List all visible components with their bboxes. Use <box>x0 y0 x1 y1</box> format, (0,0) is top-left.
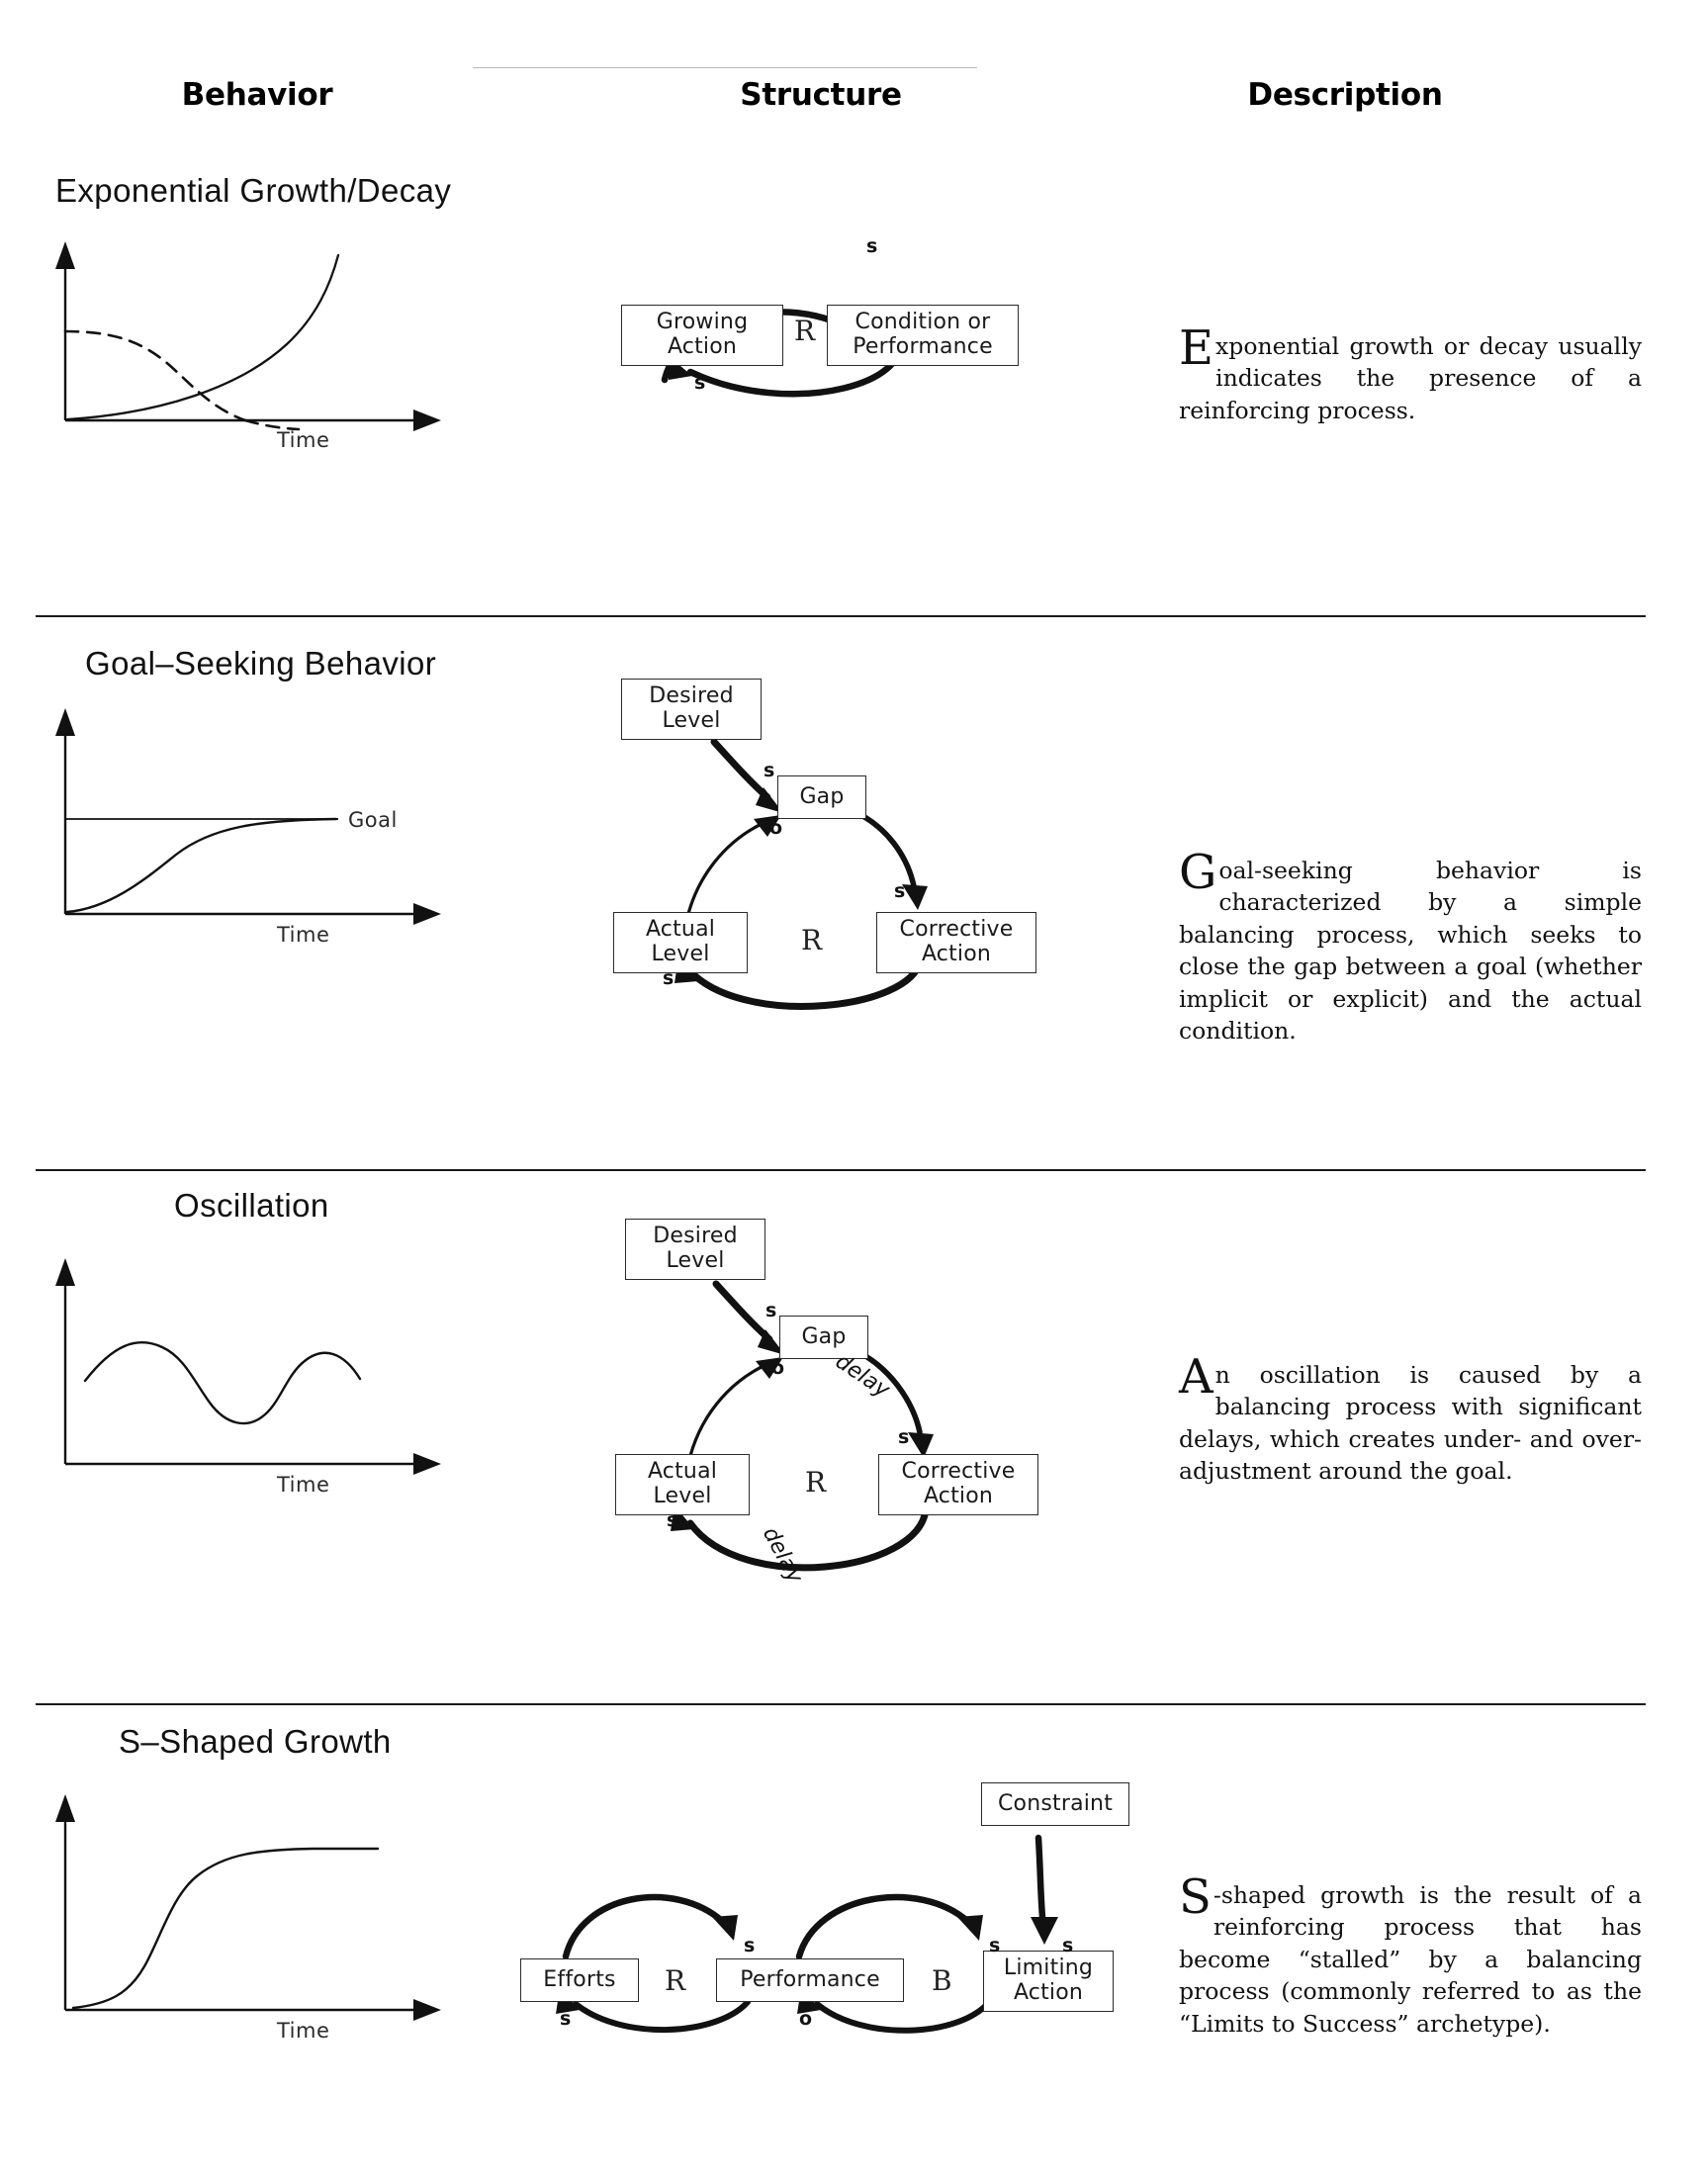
node-corrective-action <box>878 1454 1038 1515</box>
loop-identifier-balancing: B <box>932 1964 952 1997</box>
behavior-graph-s-shaped <box>51 1790 467 2043</box>
row-title-s-shaped: S–Shaped Growth <box>119 1723 392 1760</box>
polarity-label-gap-to-corrective: s <box>898 1426 910 1448</box>
node-gap-label: Gap <box>801 1323 847 1349</box>
loop-identifier-reinforcing: R <box>794 315 816 347</box>
node-constraint-label: Constraint <box>997 1790 1114 1816</box>
polarity-label-performance-to-limiting: s <box>989 1935 1001 1956</box>
node-actual-level <box>615 1454 750 1515</box>
node-actual-level-label: Actual Level <box>645 917 716 966</box>
row-title-exponential: Exponential Growth/Decay <box>55 172 452 209</box>
polarity-label-limiting-to-performance: o <box>799 2008 813 2030</box>
polarity-label-performance-to-efforts: s <box>560 2008 572 2030</box>
node-desired-level <box>625 1219 765 1280</box>
node-gap-label: Gap <box>799 783 845 809</box>
structure-diagram-oscillation <box>623 1224 1038 1588</box>
polarity-label-actual-to-gap: o <box>769 817 783 839</box>
node-corrective-action <box>876 912 1036 973</box>
row-title-oscillation: Oscillation <box>174 1187 329 1224</box>
description-dropcap: G <box>1179 845 1217 900</box>
node-constraint <box>981 1782 1129 1826</box>
node-limiting-action <box>983 1951 1114 2012</box>
delay-label-lower: delay <box>757 1523 808 1588</box>
polarity-label-gap-to-corrective: s <box>894 880 906 902</box>
node-limiting-action-label: Limiting Action <box>1003 1956 1094 2005</box>
structure-diagram-goal-seeking <box>623 682 1038 1009</box>
description-exponential <box>1179 320 1642 426</box>
description-dropcap: E <box>1179 320 1214 376</box>
description-oscillation <box>1179 1349 1642 1488</box>
polarity-label-s-top: s <box>866 235 878 257</box>
header-rule <box>473 67 977 68</box>
x-axis-label: Time <box>277 1473 330 1497</box>
node-gap <box>777 775 866 819</box>
description-goal-seeking <box>1179 845 1642 1047</box>
node-efforts-label: Efforts <box>543 1966 616 1992</box>
x-axis-label: Time <box>277 2019 330 2043</box>
section-divider-3 <box>36 1703 1646 1705</box>
node-growing-action <box>621 305 783 366</box>
node-performance <box>716 1958 904 2002</box>
column-header-behavior: Behavior <box>181 77 333 113</box>
node-actual-level-label: Actual Level <box>647 1459 718 1508</box>
structure-diagram-s-shaped <box>524 1790 1137 2030</box>
polarity-label-constraint-to-limiting: s <box>1062 1935 1074 1956</box>
polarity-label-desired-to-gap: s <box>765 1300 777 1321</box>
column-header-description: Description <box>1247 77 1443 113</box>
node-growing-action-label: Growing Action <box>656 310 749 359</box>
behavior-graph-exponential <box>51 237 447 455</box>
loop-identifier-balancing: R <box>801 924 823 956</box>
polarity-label-corrective-to-actual: s <box>663 967 674 989</box>
description-dropcap: A <box>1179 1349 1214 1405</box>
node-desired-level <box>621 679 762 740</box>
node-efforts <box>520 1958 639 2002</box>
delay-label-upper: delay <box>831 1349 894 1404</box>
section-divider-2 <box>36 1169 1646 1171</box>
section-divider-1 <box>36 615 1646 617</box>
polarity-label-efforts-to-performance: s <box>744 1935 756 1956</box>
description-text: oal-seeking behavior is characterized by a simple balancing process, which seeks to close the gap between a goal (whether implicit or explicit) and the actual condition. <box>1179 857 1642 1046</box>
node-desired-level-label: Desired Level <box>653 1224 738 1273</box>
behavior-graph-oscillation <box>51 1254 467 1497</box>
polarity-label-desired-to-gap: s <box>764 760 775 781</box>
goal-line-label: Goal <box>348 808 398 832</box>
description-text: n oscillation is caused by a balancing process with significant delays, which creates under- and over-adjustment around the goal. <box>1179 1361 1642 1486</box>
description-s-shaped <box>1179 1869 1642 2040</box>
node-corrective-action-label: Corrective Action <box>901 1459 1016 1508</box>
row-title-goal-seeking: Goal–Seeking Behavior <box>85 645 437 682</box>
node-condition-performance-label: Condition or Performance <box>853 310 993 359</box>
polarity-label-s-bottom: s <box>694 372 706 394</box>
node-actual-level <box>613 912 748 973</box>
structure-diagram-exponential <box>633 235 1009 431</box>
node-corrective-action-label: Corrective Action <box>899 917 1014 966</box>
loop-identifier-reinforcing: R <box>665 1964 686 1997</box>
x-axis-label: Time <box>277 923 330 947</box>
polarity-label-actual-to-gap: o <box>771 1357 785 1379</box>
behavior-graph-goal-seeking <box>51 704 467 947</box>
description-text: -shaped growth is the result of a reinforcing process that has become “stalled” by a balancing process (commonly referred to as the “Limits to Success” archetype). <box>1179 1881 1642 2038</box>
node-performance-label: Performance <box>740 1966 880 1992</box>
description-dropcap: S <box>1179 1869 1212 1925</box>
x-axis-label: Time <box>277 428 330 452</box>
polarity-label-corrective-to-actual: s <box>667 1509 678 1531</box>
node-gap <box>779 1316 868 1359</box>
node-desired-level-label: Desired Level <box>649 683 734 733</box>
column-header-structure: Structure <box>740 77 902 113</box>
loop-identifier-balancing: R <box>805 1466 827 1499</box>
description-text: xponential growth or decay usually indicates the presence of a reinforcing process. <box>1179 332 1642 424</box>
node-condition-performance <box>827 305 1019 366</box>
